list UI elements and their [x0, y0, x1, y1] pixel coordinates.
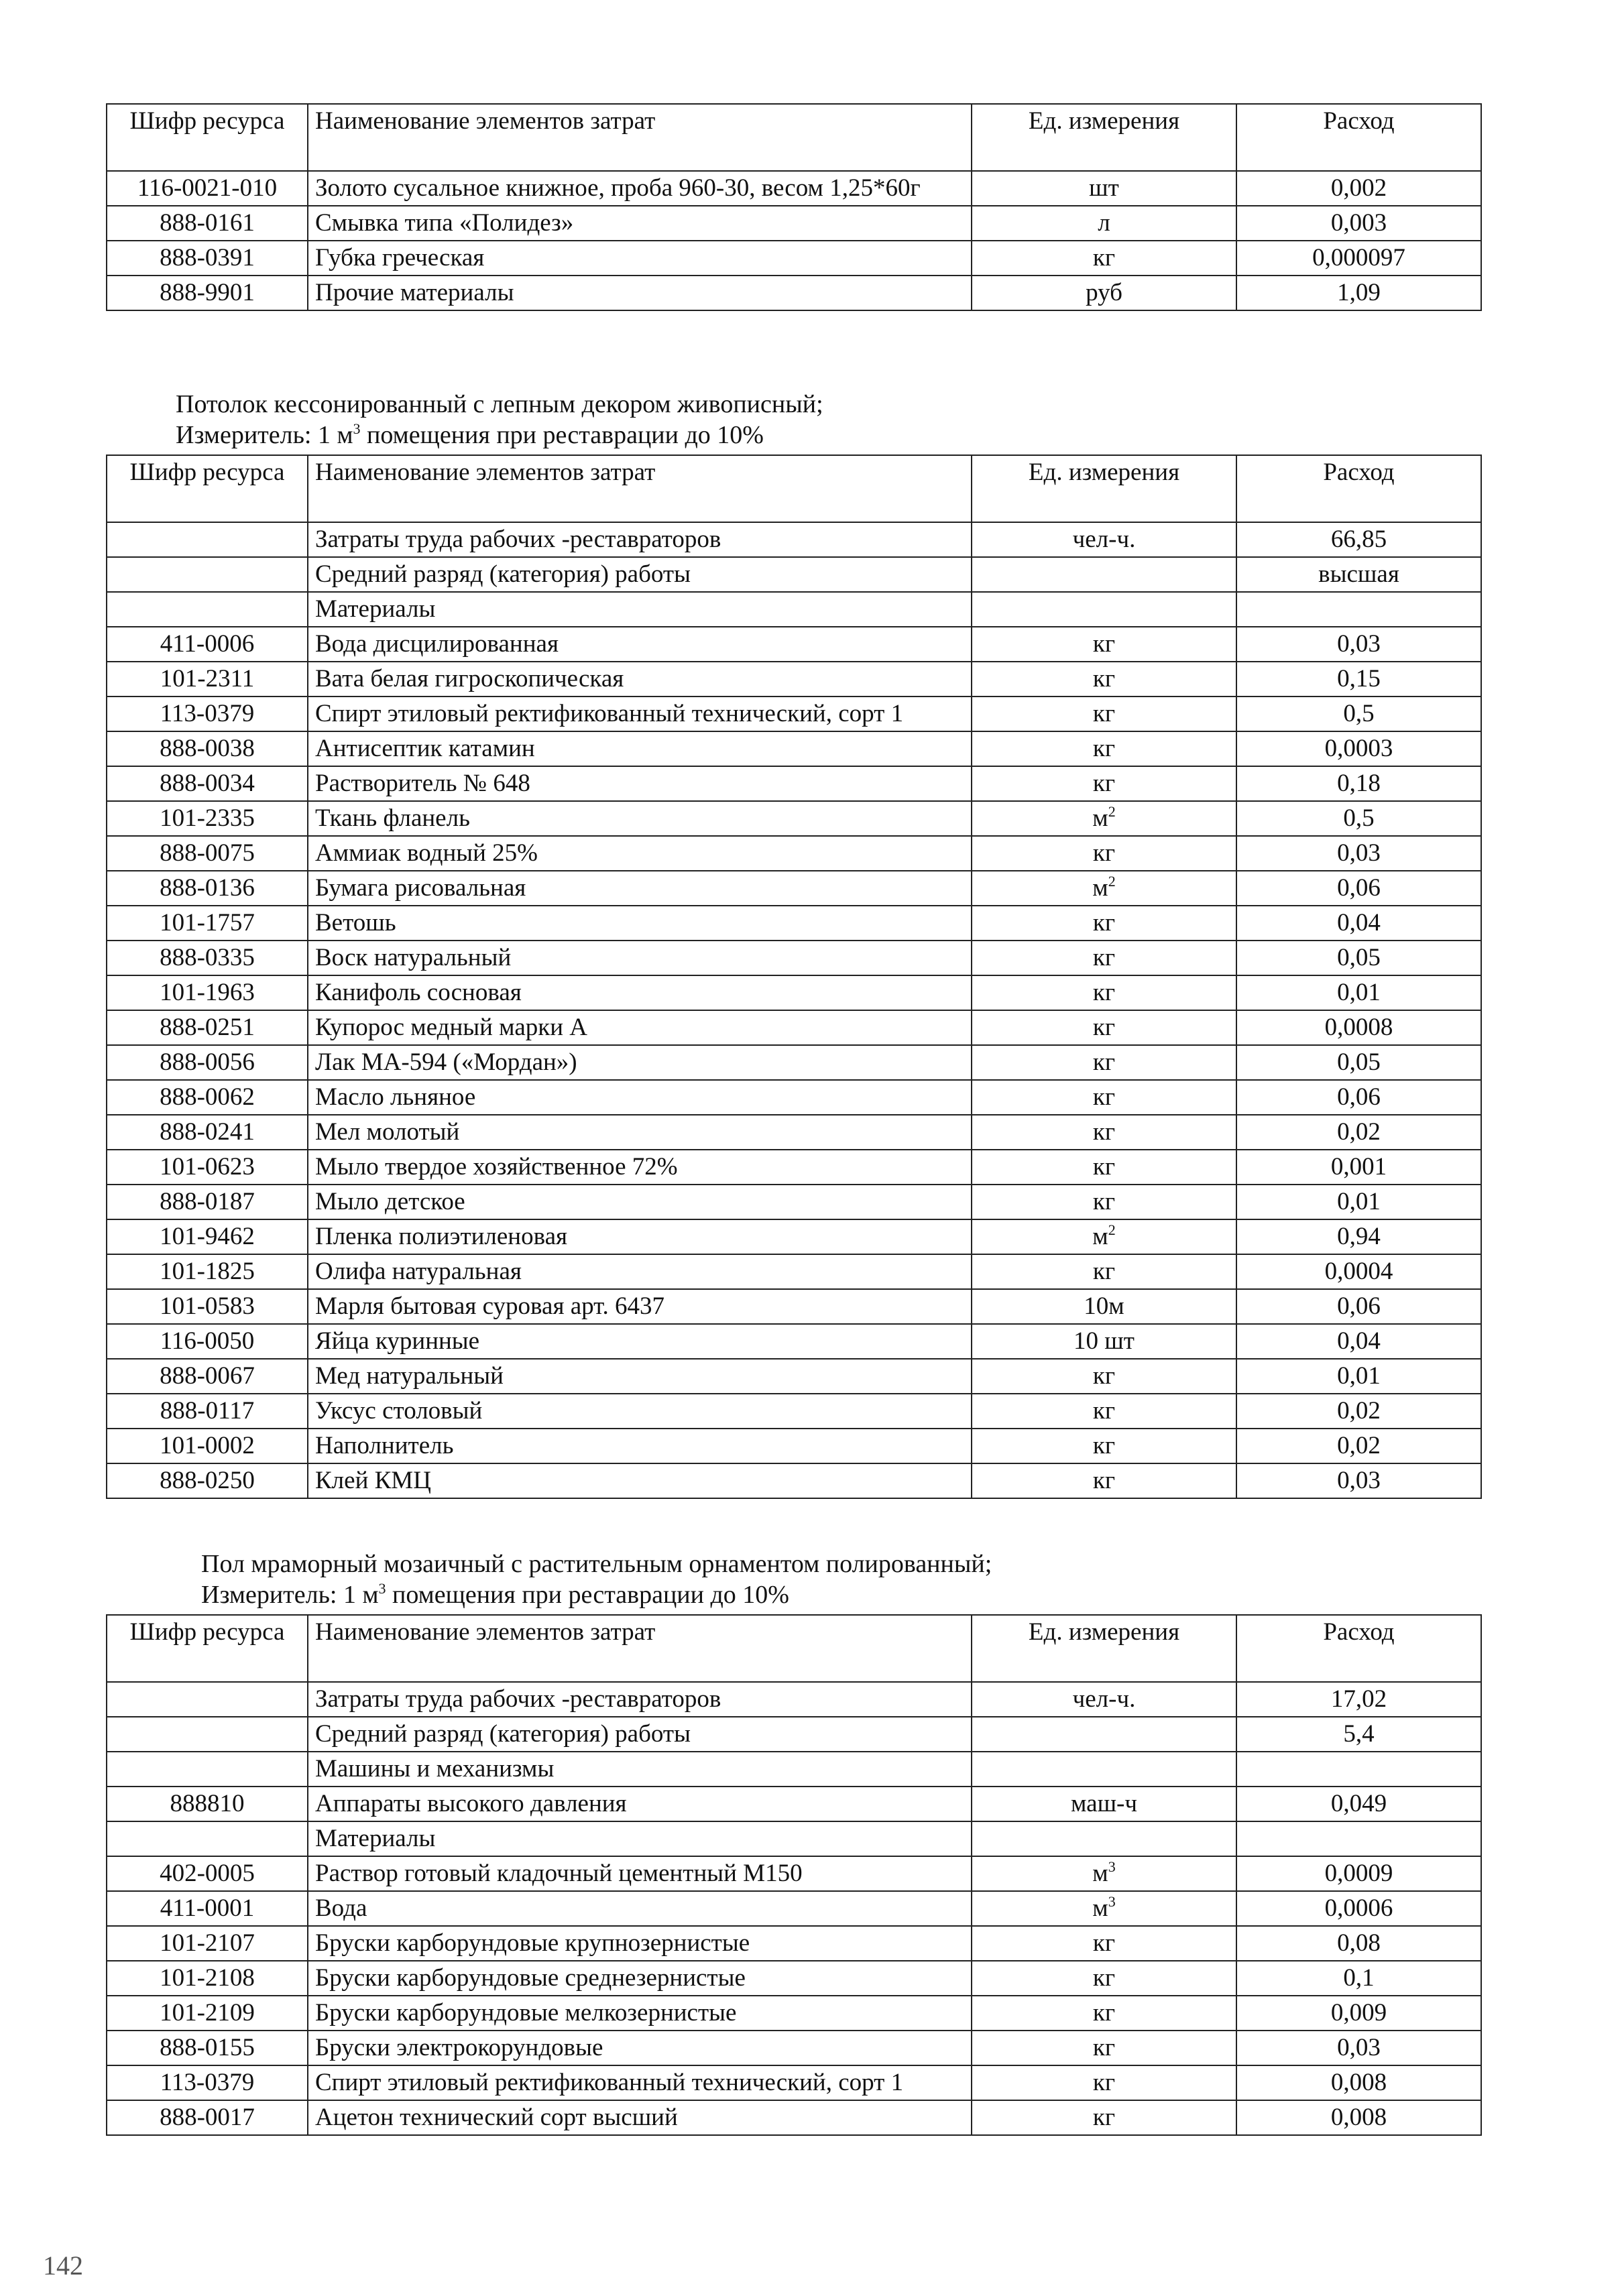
resource-code-cell: 888-0241 — [107, 1115, 308, 1150]
table-row — [107, 1891, 1481, 1926]
unit-cell: кг — [972, 241, 1236, 276]
quantity-cell: 5,4 — [1236, 1717, 1481, 1752]
unit-cell: кг — [972, 1926, 1236, 1961]
resource-code-cell — [107, 1752, 308, 1787]
quantity-cell: 0,06 — [1236, 1080, 1481, 1115]
unit-cell — [972, 1856, 1236, 1891]
table-row — [107, 1010, 1481, 1045]
resource-code-cell: 888-0335 — [107, 941, 308, 975]
resource-name-cell: Бруски карборундовые среднезернистые — [308, 1961, 972, 1996]
unit-cell: кг — [972, 627, 1236, 662]
table-row — [107, 731, 1481, 766]
resource-name-cell: Вода дисцилированная — [308, 627, 972, 662]
table-row — [107, 1682, 1481, 1717]
quantity-cell: 0,01 — [1236, 975, 1481, 1010]
table-row — [107, 697, 1481, 731]
table-row — [107, 1961, 1481, 1996]
unit-cell — [972, 1891, 1236, 1926]
quantity-cell: 0,06 — [1236, 1289, 1481, 1324]
resource-name-cell: Затраты труда рабочих -реставраторов — [308, 522, 972, 557]
table-row — [107, 766, 1481, 801]
quantity-cell: 0,1 — [1236, 1961, 1481, 1996]
header-qty: Расход — [1236, 1615, 1481, 1682]
quantity-cell: 0,008 — [1236, 2100, 1481, 2135]
resource-name-cell: Материалы — [308, 1821, 972, 1856]
unit-cell: руб — [972, 276, 1236, 310]
table-row — [107, 1996, 1481, 2031]
resource-name-cell: Вода — [308, 1891, 972, 1926]
unit-cell: кг — [972, 1996, 1236, 2031]
quantity-cell: 0,0004 — [1236, 1254, 1481, 1289]
table-row — [107, 1219, 1481, 1254]
resource-code-cell — [107, 557, 308, 592]
unit-cell: кг — [972, 2100, 1236, 2135]
resource-code-cell: 113-0379 — [107, 2065, 308, 2100]
resource-name-cell: Аммиак водный 25% — [308, 836, 972, 871]
resource-code-cell: 101-2311 — [107, 662, 308, 697]
table-row — [107, 871, 1481, 906]
resource-code-cell: 888-0251 — [107, 1010, 308, 1045]
table-row — [107, 2031, 1481, 2065]
resource-name-cell: Мел молотый — [308, 1115, 972, 1150]
unit-cell: кг — [972, 975, 1236, 1010]
quantity-cell: 0,03 — [1236, 2031, 1481, 2065]
unit-cell: кг — [972, 766, 1236, 801]
quantity-cell: 0,0003 — [1236, 731, 1481, 766]
resource-name-cell: Купорос медный марки А — [308, 1010, 972, 1045]
section-measure: Измеритель: 1 $м^3$ помещения при реставрации до 10% — [201, 1580, 789, 1609]
table-row — [107, 1926, 1481, 1961]
unit-exponent: 3 — [1108, 1858, 1116, 1875]
unit-cell — [972, 801, 1236, 836]
unit-cell: кг — [972, 1080, 1236, 1115]
quantity-cell: 0,18 — [1236, 766, 1481, 801]
resource-name-cell: Олифа натуральная — [308, 1254, 972, 1289]
resource-name-cell: Клей КМЦ — [308, 1463, 972, 1498]
resource-name-cell: Губка греческая — [308, 241, 972, 276]
unit-cell: кг — [972, 1045, 1236, 1080]
unit-cell: чел-ч. — [972, 522, 1236, 557]
resource-code-cell: 888-0391 — [107, 241, 308, 276]
unit-cell: кг — [972, 1010, 1236, 1045]
unit-cell: 10 шт — [972, 1324, 1236, 1359]
table-row — [107, 2100, 1481, 2135]
section-title: Пол мраморный мозаичный с растительным орнаментом полированный; — [201, 1550, 992, 1578]
table-row — [107, 276, 1481, 310]
resource-code-cell: 101-2335 — [107, 801, 308, 836]
resource-name-cell: Бруски карборундовые мелкозернистые — [308, 1996, 972, 2031]
resource-table-3 — [106, 1614, 1482, 2136]
quantity-cell: 0,5 — [1236, 697, 1481, 731]
resource-name-cell: Смывка типа «Полидез» — [308, 206, 972, 241]
resource-code-cell: 888-0187 — [107, 1185, 308, 1219]
quantity-cell — [1236, 592, 1481, 627]
unit-cell: кг — [972, 1429, 1236, 1463]
resource-name-cell: Ветошь — [308, 906, 972, 941]
quantity-cell: 0,008 — [1236, 2065, 1481, 2100]
resource-code-cell — [107, 1682, 308, 1717]
resource-code-cell — [107, 1821, 308, 1856]
table-row — [107, 1752, 1481, 1787]
resource-code-cell: 888-0155 — [107, 2031, 308, 2065]
quantity-cell: 0,15 — [1236, 662, 1481, 697]
quantity-cell: 0,0006 — [1236, 1891, 1481, 1926]
table-row — [107, 1394, 1481, 1429]
table-row — [107, 2065, 1481, 2100]
section-caption-floor — [201, 1549, 992, 1610]
unit-text: м — [1092, 1860, 1108, 1887]
unit-cell — [972, 592, 1236, 627]
section-measure: Измеритель: 1 $м^3$ помещения при реставрации до 10% — [176, 420, 764, 449]
table-header-row — [107, 455, 1481, 522]
resource-code-cell: 888-0067 — [107, 1359, 308, 1394]
table-row — [107, 206, 1481, 241]
resource-code-cell: 116-0050 — [107, 1324, 308, 1359]
table-row — [107, 662, 1481, 697]
resource-table-1 — [106, 103, 1482, 311]
resource-code-cell: 888-0017 — [107, 2100, 308, 2135]
resource-code-cell: 101-0623 — [107, 1150, 308, 1185]
resource-name-cell: Раствор готовый кладочный цементный М150 — [308, 1856, 972, 1891]
resource-name-cell: Средний разряд (категория) работы — [308, 1717, 972, 1752]
resource-code-cell: 101-2107 — [107, 1926, 308, 1961]
unit-cell: кг — [972, 2031, 1236, 2065]
resource-name-cell: Прочие материалы — [308, 276, 972, 310]
resource-name-cell: Ацетон технический сорт высший — [308, 2100, 972, 2135]
header-unit: Ед. измерения — [972, 1615, 1236, 1682]
table-header-row — [107, 104, 1481, 171]
resource-code-cell: 101-9462 — [107, 1219, 308, 1254]
unit-cell — [972, 1219, 1236, 1254]
unit-cell: шт — [972, 171, 1236, 206]
unit-cell: кг — [972, 731, 1236, 766]
quantity-cell: 1,09 — [1236, 276, 1481, 310]
unit-cell: кг — [972, 697, 1236, 731]
table-row — [107, 241, 1481, 276]
resource-name-cell: Мыло твердое хозяйственное 72% — [308, 1150, 972, 1185]
resource-code-cell: 411-0006 — [107, 627, 308, 662]
unit-cell: кг — [972, 1961, 1236, 1996]
table-body — [107, 522, 1481, 1498]
resource-table-2 — [106, 455, 1482, 1499]
resource-name-cell: Воск натуральный — [308, 941, 972, 975]
quantity-cell: 0,05 — [1236, 1045, 1481, 1080]
table-header-row — [107, 1615, 1481, 1682]
quantity-cell: 0,002 — [1236, 171, 1481, 206]
resource-code-cell: 116-0021-010 — [107, 171, 308, 206]
resource-name-cell: Мед натуральный — [308, 1359, 972, 1394]
unit-exponent: 2 — [1108, 873, 1116, 890]
resource-name-cell: Пленка полиэтиленовая — [308, 1219, 972, 1254]
table-row — [107, 1463, 1481, 1498]
quantity-cell: высшая — [1236, 557, 1481, 592]
resource-name-cell: Растворитель № 648 — [308, 766, 972, 801]
resource-name-cell: Золото сусальное книжное, проба 960-30, весом 1,25*60г — [308, 171, 972, 206]
unit-cell: кг — [972, 1150, 1236, 1185]
quantity-cell: 0,03 — [1236, 627, 1481, 662]
quantity-cell: 0,04 — [1236, 1324, 1481, 1359]
unit-exponent: 2 — [1108, 803, 1116, 820]
unit-cell: кг — [972, 662, 1236, 697]
unit-cell: кг — [972, 906, 1236, 941]
table-row — [107, 906, 1481, 941]
quantity-cell: 0,02 — [1236, 1429, 1481, 1463]
resource-code-cell — [107, 592, 308, 627]
resource-code-cell: 402-0005 — [107, 1856, 308, 1891]
table-body — [107, 1682, 1481, 2135]
resource-name-cell: Вата белая гигроскопическая — [308, 662, 972, 697]
table-row — [107, 1254, 1481, 1289]
resource-code-cell: 101-2108 — [107, 1961, 308, 1996]
unit-cell: кг — [972, 1394, 1236, 1429]
quantity-cell: 0,02 — [1236, 1115, 1481, 1150]
table-row — [107, 592, 1481, 627]
quantity-cell: 0,001 — [1236, 1150, 1481, 1185]
quantity-cell: 66,85 — [1236, 522, 1481, 557]
unit-cell: 10м — [972, 1289, 1236, 1324]
resource-name-cell: Ткань фланель — [308, 801, 972, 836]
header-name: Наименование элементов затрат — [308, 104, 972, 171]
unit-cell: кг — [972, 1185, 1236, 1219]
resource-code-cell: 101-2109 — [107, 1996, 308, 2031]
unit-text: м — [1092, 874, 1108, 902]
quantity-cell: 0,01 — [1236, 1359, 1481, 1394]
resource-code-cell: 888-0062 — [107, 1080, 308, 1115]
header-qty: Расход — [1236, 455, 1481, 522]
table-row — [107, 975, 1481, 1010]
resource-name-cell: Средний разряд (категория) работы — [308, 557, 972, 592]
header-name: Наименование элементов затрат — [308, 455, 972, 522]
table-row — [107, 1717, 1481, 1752]
unit-cell: л — [972, 206, 1236, 241]
resource-name-cell: Аппараты высокого давления — [308, 1787, 972, 1821]
table-row — [107, 836, 1481, 871]
table-row — [107, 1821, 1481, 1856]
unit-cell: кг — [972, 941, 1236, 975]
resource-name-cell: Спирт этиловый ректификованный технический, сорт 1 — [308, 697, 972, 731]
resource-code-cell: 888810 — [107, 1787, 308, 1821]
unit-cell: кг — [972, 1254, 1236, 1289]
table-row — [107, 1359, 1481, 1394]
unit-cell — [972, 871, 1236, 906]
resource-code-cell: 113-0379 — [107, 697, 308, 731]
resource-code-cell — [107, 522, 308, 557]
table-row — [107, 1324, 1481, 1359]
resource-name-cell: Машины и механизмы — [308, 1752, 972, 1787]
resource-code-cell — [107, 1717, 308, 1752]
resource-name-cell: Масло льняное — [308, 1080, 972, 1115]
quantity-cell: 0,009 — [1236, 1996, 1481, 2031]
resource-name-cell: Антисептик катамин — [308, 731, 972, 766]
section-title: Потолок кессонированный с лепным декором живописный; — [176, 390, 823, 418]
unit-cell — [972, 1752, 1236, 1787]
header-name: Наименование элементов затрат — [308, 1615, 972, 1682]
table-row — [107, 1787, 1481, 1821]
unit-cell: маш-ч — [972, 1787, 1236, 1821]
resource-code-cell: 888-9901 — [107, 276, 308, 310]
table-row — [107, 171, 1481, 206]
resource-code-cell: 888-0117 — [107, 1394, 308, 1429]
header-unit: Ед. измерения — [972, 104, 1236, 171]
resource-name-cell: Марля бытовая суровая арт. 6437 — [308, 1289, 972, 1324]
unit-cell — [972, 557, 1236, 592]
table-body — [107, 171, 1481, 310]
resource-code-cell: 101-0002 — [107, 1429, 308, 1463]
table-row — [107, 627, 1481, 662]
table-row — [107, 1185, 1481, 1219]
unit-cell: кг — [972, 1463, 1236, 1498]
unit-cell: кг — [972, 2065, 1236, 2100]
quantity-cell — [1236, 1752, 1481, 1787]
resource-name-cell: Яйца куринные — [308, 1324, 972, 1359]
resource-code-cell: 101-1757 — [107, 906, 308, 941]
quantity-cell: 0,06 — [1236, 871, 1481, 906]
unit-cell — [972, 1821, 1236, 1856]
resource-code-cell: 888-0250 — [107, 1463, 308, 1498]
resource-code-cell: 101-1825 — [107, 1254, 308, 1289]
header-code: Шифр ресурса — [107, 455, 308, 522]
unit-cell — [972, 1717, 1236, 1752]
quantity-cell: 0,05 — [1236, 941, 1481, 975]
table-row — [107, 1115, 1481, 1150]
resource-name-cell: Лак МА-594 («Мордан») — [308, 1045, 972, 1080]
header-code: Шифр ресурса — [107, 1615, 308, 1682]
unit-text: м — [1092, 1894, 1108, 1922]
quantity-cell: 17,02 — [1236, 1682, 1481, 1717]
quantity-cell: 0,04 — [1236, 906, 1481, 941]
quantity-cell: 0,01 — [1236, 1185, 1481, 1219]
quantity-cell: 0,0008 — [1236, 1010, 1481, 1045]
resource-code-cell: 101-1963 — [107, 975, 308, 1010]
resource-code-cell: 888-0075 — [107, 836, 308, 871]
table-row — [107, 1045, 1481, 1080]
quantity-cell: 0,02 — [1236, 1394, 1481, 1429]
table-row — [107, 1080, 1481, 1115]
resource-name-cell: Бруски электрокорундовые — [308, 2031, 972, 2065]
resource-code-cell: 888-0161 — [107, 206, 308, 241]
section-caption-ceiling — [176, 389, 823, 450]
table-row — [107, 1289, 1481, 1324]
table-row — [107, 801, 1481, 836]
header-code: Шифр ресурса — [107, 104, 308, 171]
quantity-cell — [1236, 1821, 1481, 1856]
unit-cell: кг — [972, 836, 1236, 871]
page-number: 142 — [43, 2250, 83, 2281]
unit-exponent: 2 — [1108, 1221, 1116, 1238]
table-row — [107, 1856, 1481, 1891]
table-row — [107, 941, 1481, 975]
resource-code-cell: 411-0001 — [107, 1891, 308, 1926]
resource-name-cell: Материалы — [308, 592, 972, 627]
quantity-cell: 0,03 — [1236, 836, 1481, 871]
quantity-cell: 0,049 — [1236, 1787, 1481, 1821]
unit-cell: кг — [972, 1359, 1236, 1394]
resource-code-cell: 888-0056 — [107, 1045, 308, 1080]
resource-name-cell: Канифоль сосновая — [308, 975, 972, 1010]
quantity-cell: 0,08 — [1236, 1926, 1481, 1961]
resource-code-cell: 101-0583 — [107, 1289, 308, 1324]
resource-code-cell: 888-0136 — [107, 871, 308, 906]
unit-cell: кг — [972, 1115, 1236, 1150]
unit-cell: чел-ч. — [972, 1682, 1236, 1717]
unit-text: м — [1092, 1223, 1108, 1250]
table-row — [107, 522, 1481, 557]
table-row — [107, 557, 1481, 592]
quantity-cell: 0,0009 — [1236, 1856, 1481, 1891]
resource-name-cell: Мыло детское — [308, 1185, 972, 1219]
quantity-cell: 0,000097 — [1236, 241, 1481, 276]
quantity-cell: 0,003 — [1236, 206, 1481, 241]
table-row — [107, 1150, 1481, 1185]
table-row — [107, 1429, 1481, 1463]
resource-name-cell: Спирт этиловый ректификованный технический, сорт 1 — [308, 2065, 972, 2100]
quantity-cell: 0,94 — [1236, 1219, 1481, 1254]
resource-name-cell: Наполнитель — [308, 1429, 972, 1463]
resource-name-cell: Бруски карборундовые крупнозернистые — [308, 1926, 972, 1961]
unit-text: м — [1092, 804, 1108, 832]
resource-name-cell: Затраты труда рабочих -реставраторов — [308, 1682, 972, 1717]
header-unit: Ед. измерения — [972, 455, 1236, 522]
resource-name-cell: Бумага рисовальная — [308, 871, 972, 906]
header-qty: Расход — [1236, 104, 1481, 171]
resource-name-cell: Уксус столовый — [308, 1394, 972, 1429]
quantity-cell: 0,5 — [1236, 801, 1481, 836]
resource-code-cell: 888-0038 — [107, 731, 308, 766]
quantity-cell: 0,03 — [1236, 1463, 1481, 1498]
resource-code-cell: 888-0034 — [107, 766, 308, 801]
unit-exponent: 3 — [1108, 1893, 1116, 1910]
